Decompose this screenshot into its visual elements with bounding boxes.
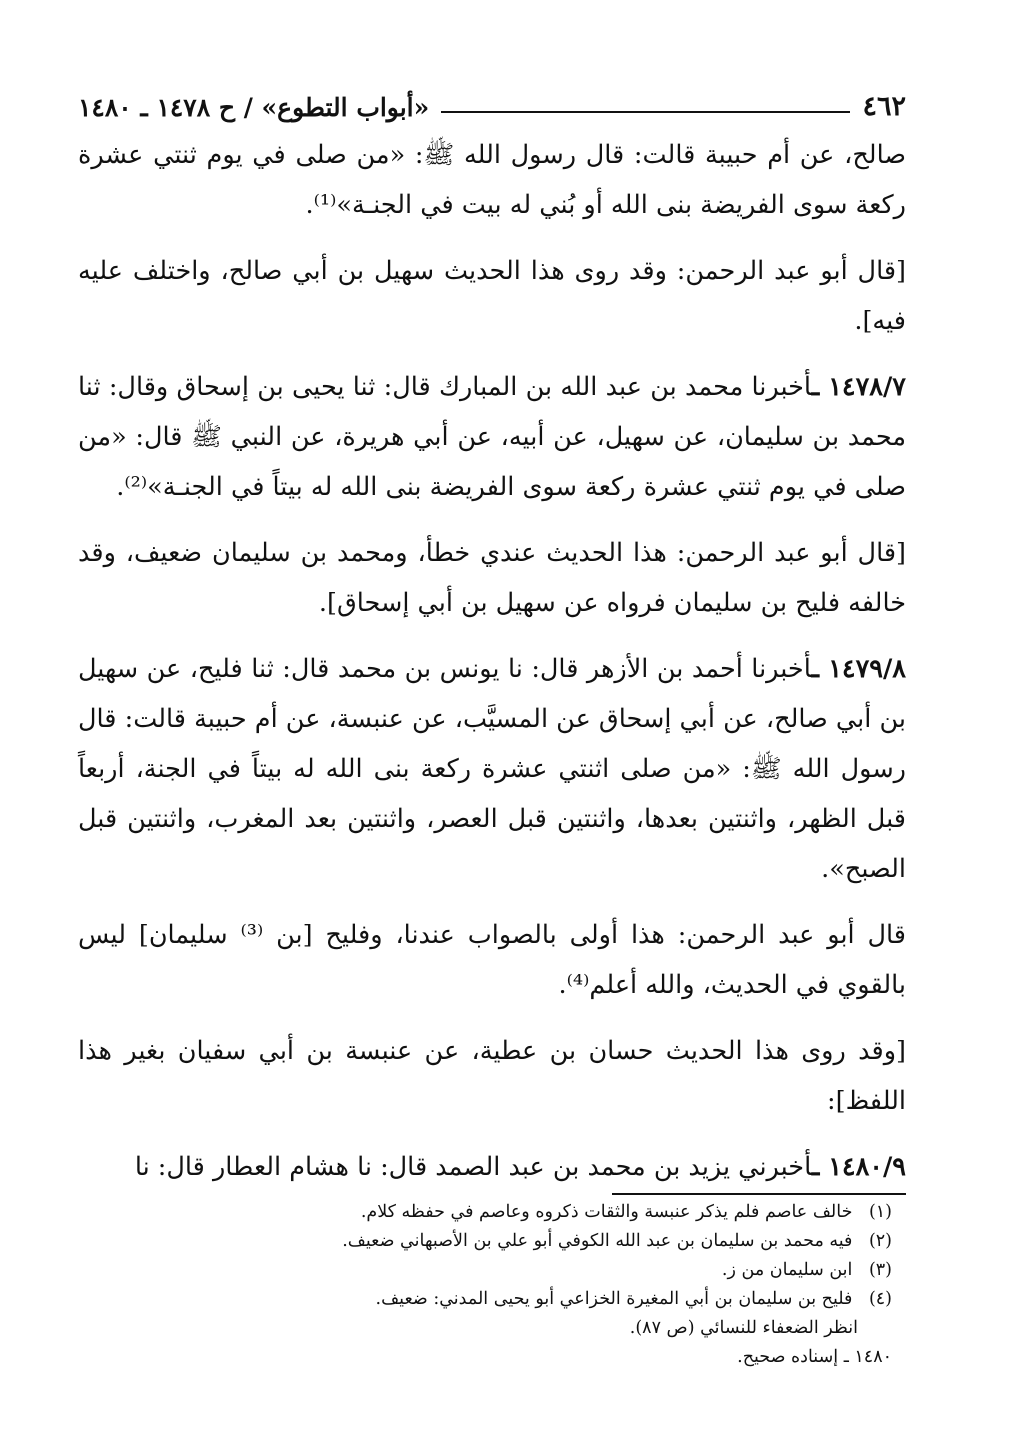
paragraph [78, 644, 906, 894]
footnote-marker: (٢) [868, 1231, 892, 1251]
paragraph [78, 362, 906, 512]
paragraph-text: أخبرنا أحمد بن الأزهر قال: نا يونس بن محمد قال: ثنا فليح، عن سهيل بن أبي صالح، عن أبي إسحاق عن المسيَّب، عن عنبسة، عن أم حبيبة قالت: قال رسول الله ﷺ: «من صلى اثنتي عشرة ركعة بنى الله له بيتاً في الجنة، أربعاً قبل الظهر، واثنتين بعدها، واثنتين قبل العصر، واثنتين بعد المغرب، واثنتين قبل الصبح». [78, 654, 906, 884]
paragraph-text: قال أبو عبد الرحمن: هذا أولى بالصواب عندنا، وفليح [بن ⁽³⁾ سليمان] ليس بالقوي في الحديث، والله أعلم⁽⁴⁾. [78, 920, 906, 1000]
paragraph [78, 1026, 906, 1126]
paragraph-text: [قال أبو عبد الرحمن: هذا الحديث عندي خطأ، ومحمد بن سليمان ضعيف، وقد خالفه فليح بن سليمان فرواه عن سهيل بن أبي إسحاق]. [78, 538, 906, 618]
footnote [100, 1285, 892, 1314]
footnote-marker: (٤) [868, 1289, 892, 1309]
footnote-continuation: انظر الضعفاء للنسائي (ص ٨٧). [629, 1318, 858, 1338]
paragraph [78, 528, 906, 628]
main-text [78, 130, 906, 1208]
paragraph [78, 130, 906, 230]
paragraph [78, 910, 906, 1010]
footnote-rule [612, 1193, 906, 1195]
footnote [100, 1256, 892, 1285]
hadith-number: ١٤٧٩/٨ ـ [811, 654, 906, 684]
footnote-text: خالف عاصم فلم يذكر عنبسة والثقات ذكروه وعاصم في حفظه كلام. [360, 1202, 853, 1222]
hadith-number: ١٤٧٨/٧ ـ [811, 372, 906, 402]
footnote-text: فيه محمد بن سليمان بن عبد الله الكوفي أبو علي بن الأصبهاني ضعيف. [342, 1231, 853, 1251]
header-rule [441, 111, 850, 113]
footnote-text: ابن سليمان من ز. [721, 1260, 853, 1280]
paragraph-text: [قال أبو عبد الرحمن: وقد روى هذا الحديث سهيل بن أبي صالح، واختلف عليه فيه]. [78, 256, 906, 336]
footnotes [100, 1198, 892, 1372]
footnote-text: فليح بن سليمان بن أبي المغيرة الخزاعي أبو يحيى المدني: ضعيف. [375, 1289, 853, 1309]
paragraph-text: أخبرني يزيد بن محمد بن عبد الصمد قال: نا هشام العطار قال: نا [134, 1152, 812, 1182]
paragraph-text: [وقد روى هذا الحديث حسان بن عطية، عن عنبسة بن أبي سفيان بغير هذا اللفظ]: [78, 1036, 906, 1116]
footnote [100, 1198, 892, 1227]
running-title: «أبواب التطوع» / ح ١٤٧٨ ـ ١٤٨٠ [78, 93, 430, 122]
footnote-text: إسناده صحيح. [737, 1347, 839, 1367]
footnote-marker: ١٤٨٠ ـ [843, 1347, 892, 1367]
paragraph-text: أخبرنا محمد بن عبد الله بن المبارك قال: ثنا يحيى بن إسحاق وقال: ثنا محمد بن سليمان، عن سهيل، عن أبيه، عن أبي هريرة، عن النبي ﷺ قال: «من صلى في يوم ثنتي عشرة ركعة سوى الفريضة بنى الله له بيتاً في الجنـة»⁽²⁾. [78, 372, 906, 502]
page-header [78, 82, 906, 122]
footnote [100, 1227, 892, 1256]
footnote-marker: (٣) [868, 1260, 892, 1280]
footnote-marker: (١) [868, 1202, 892, 1222]
paragraph-text: صالح، عن أم حبيبة قالت: قال رسول الله ﷺ: «من صلى في يوم ثنتي عشرة ركعة سوى الفريضة بنى الله أو بُني له بيت في الجنـة»⁽¹⁾. [78, 140, 906, 220]
page-number: ٤٦٢ [862, 91, 906, 122]
footnote [100, 1343, 892, 1372]
paragraph [78, 1142, 906, 1192]
hadith-number: ١٤٨٠/٩ ـ [811, 1152, 906, 1182]
paragraph [78, 246, 906, 346]
